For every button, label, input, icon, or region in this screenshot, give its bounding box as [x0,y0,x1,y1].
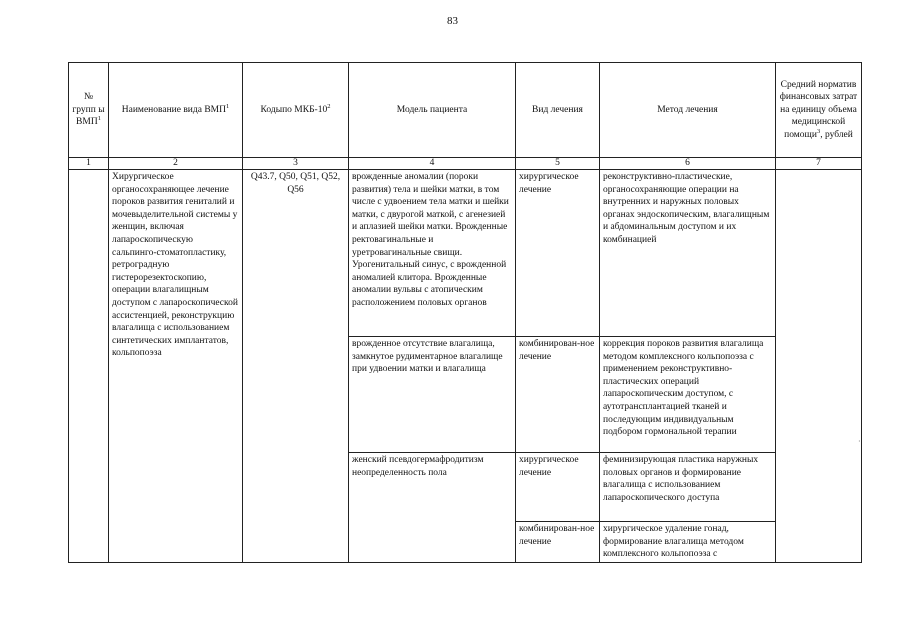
header-row [69,63,862,158]
header-cost-norm: Средний норматив финансовых затрат на единицу объема медицинской помощи$^3$, рублей [776,63,862,158]
mkb-codes-cell: Q43.7, Q50, Q51, Q52, Q56 [243,170,349,563]
treatment-type-cell: комбинирован-ное лечение [516,337,600,453]
scan-artifact: · [858,437,861,446]
column-number: 7 [776,158,862,170]
patient-model-cell: женский псевдогермафродитизм неопределенность пола [349,453,516,563]
treatment-method-cell: феминизирующая пластика наружных половых органов и формирование влагалища с использованием лапароскопического доступа [600,453,776,522]
column-number: 4 [349,158,516,170]
page-number: 83 [447,15,458,27]
treatment-method-cell: реконструктивно-пластические, органосохраняющие операции на внутренних и наружных половых органах эндоскопическим, влагалищным и абдоминальным доступом и их комбинацией [600,170,776,337]
treatment-type-cell: хирургическое лечение [516,453,600,522]
column-number: 1 [69,158,109,170]
patient-model-cell: врожденные аномалии (пороки развития) тела и шейки матки, в том числе с удвоением тела матки и шейки матки, с двурогой маткой, с агенезией и аплазией шейки матки. Врожденные ректовагинальные и уретровагинальные свищи. Урогенитальный синус, с врожденной аномалией клитора. Врожденные аномалии вульвы с атопическим расположением половых органов [349,170,516,337]
header-treatment-method: Метод лечения [600,63,776,158]
group-number-cell [69,170,109,563]
treatment-method-cell: коррекция пороков развития влагалища методом комплексного кольпопоэза с применением реконструктивно-пластических операций лапароскопическим доступом, с аутотрансплантацией тканей и последующим индивидуальным подбором гормональной терапии [600,337,776,453]
treatment-type-cell: комбинирован-ное лечение [516,522,600,563]
column-number: 6 [600,158,776,170]
column-number: 3 [243,158,349,170]
column-number: 2 [109,158,243,170]
header-treatment-type: Вид лечения [516,63,600,158]
patient-model-cell: врожденное отсутствие влагалища, замкнутое рудиментарное влагалище при удвоении матки и влагалища [349,337,516,453]
column-number-row [69,158,862,170]
header-patient-model: Модель пациента [349,63,516,158]
vmp-table [68,62,862,563]
header-vmp-name: Наименование вида ВМП$^1$ [109,63,243,158]
table-row [69,170,862,337]
column-number: 5 [516,158,600,170]
header-group-no: № групп ы ВМП$^1$ [69,63,109,158]
cost-norm-cell [776,170,862,563]
treatment-method-cell: хирургическое удаление гонад, формирование влагалища методом комплексного кольпопоэза с [600,522,776,563]
vmp-name-cell: Хирургическое органосохраняющее лечение пороков развития гениталий и мочевыделительной системы у женщин, включая лапароскопическую сальпинго-стоматопластику, ретроградную гистерорезектоскопию, операции влагалищным доступом с лапароскопической ассистенцией, реконструкцию влагалища с использованием синтетических имплантатов, кольпопоэза [109,170,243,563]
treatment-type-cell: хирургическое лечение [516,170,600,337]
header-mkb-codes: Кодыпо МКБ-$10^2$ [243,63,349,158]
